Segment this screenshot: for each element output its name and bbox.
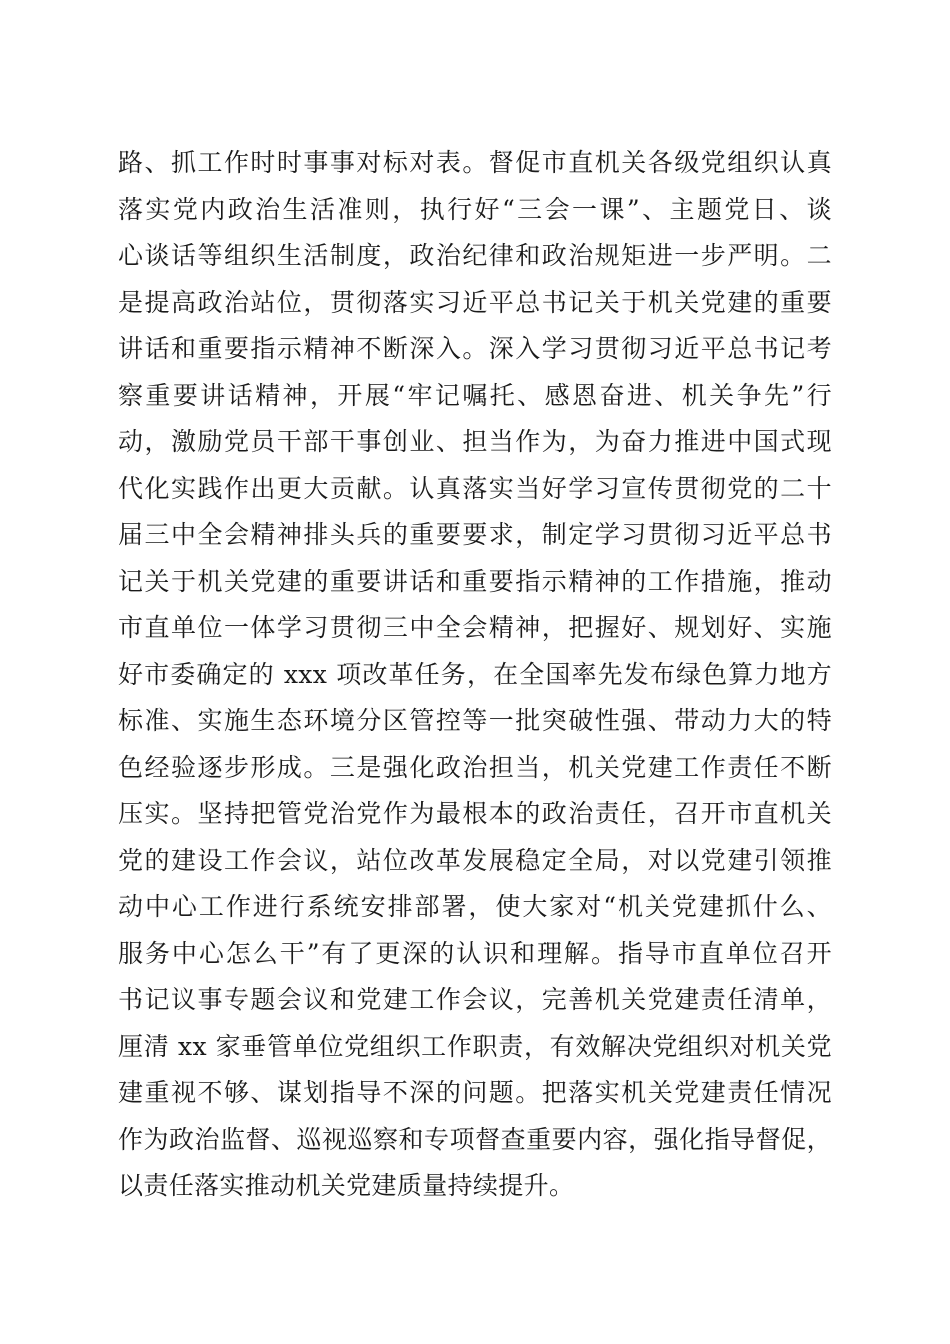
paragraph-line: 届三中全会精神排头兵的重要要求，制定学习贯彻习近平总书 bbox=[118, 520, 832, 549]
paragraph-line: 建重视不够、谋划指导不深的问题。把落实机关党建责任情况 bbox=[118, 1078, 832, 1107]
paragraph-line: 动中心工作进行系统安排部署，使大家对“机关党建抓什么、 bbox=[118, 892, 832, 921]
paragraph-line: 动，激励党员干部干事创业、担当作为，为奋力推进中国式现 bbox=[118, 427, 832, 456]
paragraph-line: 代化实践作出更大贡献。认真落实当好学习宣传贯彻党的二十 bbox=[118, 473, 832, 503]
paragraph-line: 厘清 xx 家垂管单位党组织工作职责，有效解决党组织对机关党 bbox=[118, 1031, 832, 1061]
paragraph-line: 党的建设工作会议，站位改革发展稳定全局，对以党建引领推 bbox=[118, 845, 832, 875]
paragraph-line: 落实党内政治生活准则，执行好“三会一课”、主题党日、谈 bbox=[118, 194, 832, 224]
paragraph-line: 书记议事专题会议和党建工作会议，完善机关党建责任清单， bbox=[118, 985, 832, 1014]
body-paragraph bbox=[118, 140, 832, 1210]
paragraph-line: 路、抓工作时时事事对标对表。督促市直机关各级党组织认真 bbox=[118, 148, 832, 177]
paragraph-line: 讲话和重要指示精神不断深入。深入学习贯彻习近平总书记考 bbox=[118, 334, 832, 363]
paragraph-line: 以责任落实推动机关党建质量持续提升。 bbox=[118, 1171, 575, 1200]
paragraph-line: 标准、实施生态环境分区管控等一批突破性强、带动力大的特 bbox=[118, 706, 832, 735]
paragraph-line: 好市委确定的 xxx 项改革任务，在全国率先发布绿色算力地方 bbox=[118, 659, 832, 689]
paragraph-line: 心谈话等组织生活制度，政治纪律和政治规矩进一步严明。二 bbox=[118, 241, 832, 270]
paragraph-line: 察重要讲话精神，开展“牢记嘱托、感恩奋进、机关争先”行 bbox=[118, 380, 832, 410]
paragraph-line: 作为政治监督、巡视巡察和专项督查重要内容，强化指导督促， bbox=[118, 1124, 832, 1154]
paragraph-line: 色经验逐步形成。三是强化政治担当，机关党建工作责任不断 bbox=[118, 752, 832, 782]
paragraph-line: 记关于机关党建的重要讲话和重要指示精神的工作措施，推动 bbox=[118, 566, 832, 596]
paragraph-line: 压实。坚持把管党治党作为最根本的政治责任，召开市直机关 bbox=[118, 799, 832, 828]
paragraph-line: 服务中心怎么干”有了更深的认识和理解。指导市直单位召开 bbox=[118, 938, 832, 968]
paragraph-line: 市直单位一体学习贯彻三中全会精神，把握好、规划好、实施 bbox=[118, 613, 832, 642]
paragraph-line: 是提高政治站位，贯彻落实习近平总书记关于机关党建的重要 bbox=[118, 287, 832, 317]
